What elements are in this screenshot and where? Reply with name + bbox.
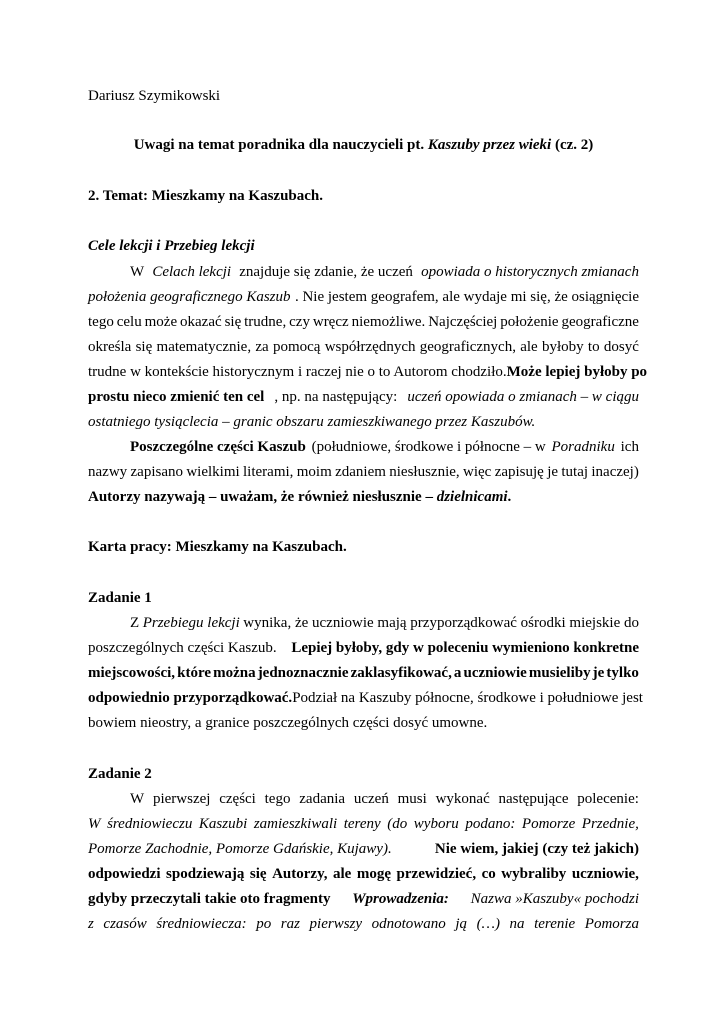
document-title: Uwagi na temat poradnika dla nauczycieli pt. Kaszuby przez wieki (cz. 2) [133, 137, 594, 153]
task-1-line-4: odpowiednio przyporządkować. Podział na Kaszuby północne, środkowe i południowe jest [88, 690, 643, 706]
paragraph-1-line-3: tego celu może okazać się trudne, czy wręcz niemożliwe. Najczęściej położenie geograficzne [88, 314, 639, 330]
task-1-line-2: poszczególnych części Kaszub. Lepiej byłoby, gdy w poleceniu wymieniono konkretne [88, 640, 639, 656]
task-2-line-2: W średniowieczu Kaszubi zamieszkiwali tereny (do wyboru podano: Pomorze Przednie, [88, 816, 639, 832]
task-2-heading: Zadanie 2 [88, 766, 152, 782]
task-2-line-6: z czasów średniowiecza: po raz pierwszy odnotowano ją (…) na terenie Pomorza [88, 916, 639, 932]
paragraph-2-line-2: nazwy zapisano wielkimi literami, moim zdaniem niesłusznie, więc zapisuję je tutaj inaczej) [88, 464, 639, 480]
paragraph-2-line-1: Poszczególne części Kaszub (południowe, środkowe i północne – w Poradniku ich [130, 439, 639, 455]
paragraph-1-line-5: trudne w kontekście historycznym i raczej nie o to Autorom chodziło. Może lepiej byłoby po [88, 364, 648, 380]
section-heading-cele: Cele lekcji i Przebieg lekcji [88, 238, 255, 254]
task-1-heading: Zadanie 1 [88, 590, 152, 606]
worksheet-heading: Karta pracy: Mieszkamy na Kaszubach. [88, 539, 347, 555]
task-2-line-1: W pierwszej części tego zadania uczeń musi wykonać następujące polecenie: [130, 791, 639, 807]
task-1-line-3: miejscowości, które można jednoznacznie zaklasyfikować, a uczniowie musieliby je tylko [88, 665, 639, 681]
task-2-line-5: gdyby przeczytali takie oto fragmenty Wprowadzenia: Nazwa »Kaszuby« pochodzi [88, 891, 639, 907]
task-1-line-1: Z Przebiegu lekcji wynika, że uczniowie mają przyporządkować ośrodki miejskie do [130, 615, 639, 631]
paragraph-1-line-1: W Celach lekcji znajduje się zdanie, że uczeń opowiada o historycznych zmianach [130, 264, 639, 280]
task-2-line-3: Pomorze Zachodnie, Pomorze Gdańskie, Kujawy). Nie wiem, jakiej (czy też jakich) [88, 841, 639, 857]
paragraph-2-line-3: Autorzy nazywają – uważam, że również niesłusznie – dzielnicami. [88, 489, 512, 505]
topic-heading: 2. Temat: Mieszkamy na Kaszubach. [88, 188, 324, 204]
paragraph-1-line-6: prostu nieco zmienić ten cel , np. na następujący: uczeń opowiada o zmianach – w ciągu [88, 389, 639, 405]
task-1-line-5: bowiem nieostry, a granice poszczególnych części dosyć umowne. [88, 715, 488, 731]
paragraph-1-line-4: określa się matematycznie, za pomocą współrzędnych geograficznych, ale byłoby to dosyć [88, 339, 639, 355]
paragraph-1-line-2: położenia geograficznego Kaszub . Nie jestem geografem, ale wydaje mi się, że osiągnięcie [88, 289, 639, 305]
paragraph-1-line-7: ostatniego tysiąclecia – granic obszaru zamieszkiwanego przez Kaszubów. [88, 414, 536, 430]
author-name: Dariusz Szymikowski [88, 88, 221, 104]
task-2-line-4: odpowiedzi spodziewają się Autorzy, ale mogę przewidzieć, co wybraliby uczniowie, [88, 866, 639, 882]
